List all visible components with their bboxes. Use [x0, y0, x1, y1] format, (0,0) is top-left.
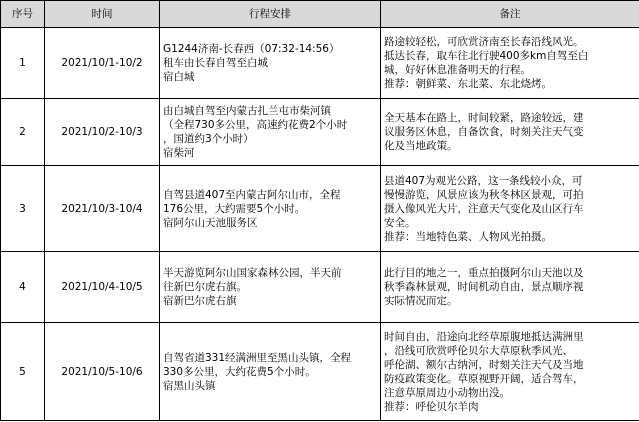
row-plan: [160, 166, 381, 252]
row-date: 2021/10/2-10/3: [45, 99, 160, 166]
note-line: 全天基本在路上，时间较紧，路途较远，建: [384, 112, 584, 124]
note-line: 呼伦湖、额尔古纳河，时刻关注天气及当地: [384, 358, 584, 371]
row-no: 3: [1, 166, 45, 252]
note-line: 慢慢游览，风景应该为秋冬林区景观，可拍: [384, 188, 584, 201]
plan-line: 半天游览阿尔山国家森林公园，半天前: [163, 267, 342, 279]
row-no: 4: [1, 252, 45, 323]
note-line: 秋季森林景观，时间机动自由，景点顺序视: [384, 281, 584, 293]
note-line: 注意草原周边小动物出没。: [384, 386, 510, 399]
plan-line: 宿柴河: [163, 147, 195, 159]
plan-line: 宿黑山头镇: [163, 379, 216, 392]
row-plan: [160, 99, 381, 166]
plan-line: 由白城自驾至内蒙古扎兰屯市柴河镇: [163, 105, 331, 117]
note-line: 城，好好休息准备明天的行程。: [384, 64, 531, 76]
plan-line: 租车由长春自驾至白城: [163, 57, 268, 69]
row-note: [381, 323, 639, 421]
table-row: [1, 99, 639, 166]
row-no: 2: [1, 99, 45, 166]
table-row: [1, 252, 639, 323]
plan-line: 自驾省道331经满洲里至黑山头镇，全程: [163, 351, 352, 364]
header-no: 序号: [1, 1, 45, 28]
header-row: [1, 1, 639, 28]
row-note: [381, 166, 639, 252]
note-line: 实际情况而定。: [384, 295, 458, 307]
row-date: 2021/10/4-10/5: [45, 252, 160, 323]
note-line: 路途较轻松，可欣赏济南至长春沿线风光。: [384, 36, 584, 48]
header-note: 备注: [381, 1, 639, 28]
plan-line: 宿新巴尔虎右旗: [163, 295, 237, 307]
plan-line: （全程730多公里，高速约花费2个小时: [163, 119, 348, 131]
row-plan: [160, 252, 381, 323]
plan-line: G1244济南-长春西（07:32-14:56）: [163, 43, 340, 55]
row-note: [381, 252, 639, 323]
header-date: 时间: [45, 1, 160, 28]
note-line: 化及当地政策。: [384, 140, 458, 152]
row-plan: [160, 323, 381, 421]
plan-line: 宿阿尔山天池服务区: [163, 216, 258, 229]
table-row: [1, 28, 639, 99]
row-date: 2021/10/5-10/6: [45, 323, 160, 421]
note-line: 安全。: [384, 216, 416, 229]
plan-line: 往新巴尔虎右旗。: [163, 281, 247, 293]
plan-line: 自驾县道407至内蒙古阿尔山市，全程: [163, 188, 341, 201]
note-line: 县道407为观光公路，这一条线较小众，可: [384, 174, 583, 187]
row-note: [381, 28, 639, 99]
row-date: 2021/10/1-10/2: [45, 28, 160, 99]
table-row: [1, 323, 639, 421]
note-line: 时间自由，沿途向北经草原腹地抵达满洲里: [384, 330, 584, 343]
note-line: 推荐：朝鲜菜、东北菜、东北烧烤。: [384, 78, 552, 90]
header-plan: 行程安排: [160, 1, 381, 28]
row-no: 1: [1, 28, 45, 99]
note-line: 推荐：呼伦贝尔羊肉: [384, 400, 479, 413]
note-line: 防疫政策变化。草原视野开阔，适合驾车，: [384, 372, 584, 385]
plan-line: ，国道约3个小时）: [163, 133, 254, 145]
note-line: 议服务区休息，自备饮食，时刻关注天气变: [384, 126, 584, 138]
plan-line: 330多公里，大约花费5个小时。: [163, 365, 316, 378]
table-row: [1, 166, 639, 252]
row-no: 5: [1, 323, 45, 421]
note-line: 抵达长春，取车往北行驶400多km自驾至白: [384, 50, 589, 62]
row-plan: [160, 28, 381, 99]
note-line: 此行目的地之一，重点拍摄阿尔山天池以及: [384, 267, 584, 279]
note-line: ，沿线可欣赏呼伦贝尔大草原秋季风光、: [384, 344, 573, 357]
plan-line: 宿白城: [163, 71, 195, 83]
note-line: 摄入像风光大片，注意天气变化及山区行车: [384, 202, 584, 215]
note-line: 推荐：当地特色菜、人物风光拍摄。: [384, 230, 552, 243]
row-note: [381, 99, 639, 166]
row-date: 2021/10/3-10/4: [45, 166, 160, 252]
plan-line: 176公里，大约需要5个小时。: [163, 202, 306, 215]
